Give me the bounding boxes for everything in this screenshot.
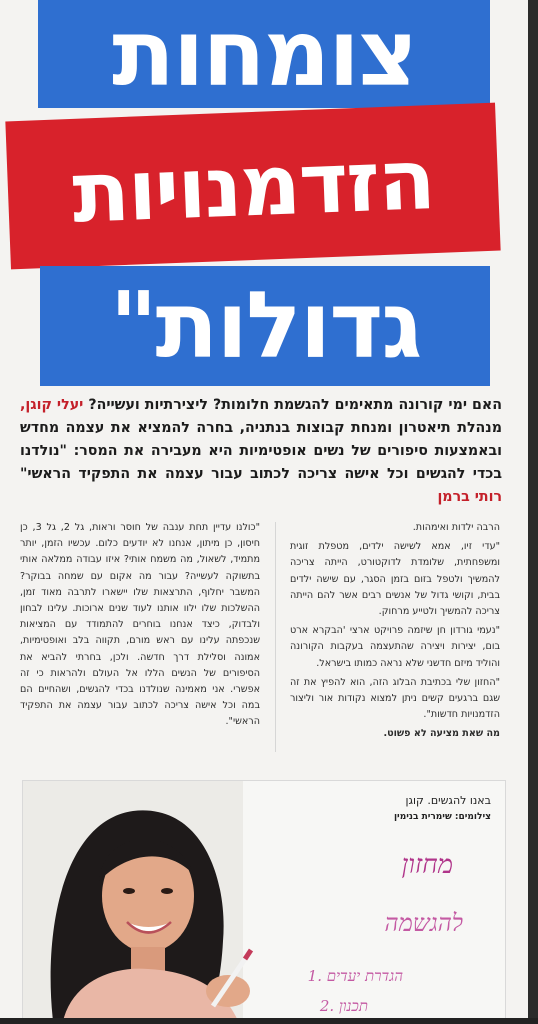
lead-text-end: מנהלת תיאטרון ומנחת קבוצות בנתניה, בחרה להמציא את עצמה מחדש ובאמצעות סיפורים של נשים אופטימיות היא מעבירה את המסר: "נולדנו בכדי להגשים וכל אישה צריכה לכתוב עבור עצמה את התפקיד הראשי"	[20, 420, 502, 482]
author-byline: רותי ברמן	[437, 489, 502, 505]
headline-line-2: הזדמנויות	[70, 130, 436, 242]
page-edge-bottom	[0, 1018, 538, 1024]
paragraph: "כולנו עדיין תחת ענבה של חוסר וראות, גל 2, גל 3, כן חיסון, כן מיתון, אנחנו לא יודעים כלום. עכשיו הזמן, יותר מתמיד, לשאול, מה משמח אותי? איזו עבודה ממלאה אותי בתשוקה לעשייה? עבור מה אקום עם שמחה בבוקר? המשבר יחלוף, התרצאות שלו יישארו לתרבה מאוד זמן, ההשלכות שלו ילוו אותנו לעוד שנים ארוכות. עלינו לבחון ולבדוק, כיצד אנחנו בוחרים להתמודד עם המציאות שנכפתה עלינו עם ראש מורם, תקווה בלב ואופטימיות, אמונה וסלילת דרך חדשה. ולכן, בחרתי להביא את הסיפורים של הנשים הללו אל העולם ולהראות כי זה אפשרי. אני מאמינה שנולדנו בכדי להגשים, ושהחיים הם במה וכל אישה צריכה לכתוב עבור עצמה את התפקיד הראשי".	[20, 522, 261, 728]
article-column-left	[20, 520, 260, 734]
paragraph: "עדי זיו, אמא לשישה ילדים, מטפלת זוגית ומשפחתית, שלומדת לדוקטורט, הייתה צריכה להמשיך ולטפל בזום בזמן הסגר, עם שישה ילדים בבית, וקושי גדול של אנשים רבים אשר להם הייתה צריכה להמשיך ולטייע מרחוק.	[290, 541, 500, 618]
photo-caption: באנו להגשים. קוגן	[405, 794, 491, 807]
whiteboard-line-1: מחזון	[401, 850, 453, 880]
article-photo	[22, 780, 506, 1022]
headline-band-top	[38, 0, 490, 108]
paragraph: "החזון שלי בכתיבת הבלוג הזה, הוא להפיץ את זה שגם ברגעים קשים ניתן למצוא נקודות אור וליצור הזדמנויות חדשות".	[290, 676, 500, 721]
paragraph: הרבה ילדות ואימהות.	[412, 522, 500, 533]
article-column-right	[290, 520, 500, 746]
whiteboard-line-2: להגשמה	[384, 909, 463, 937]
portrait-illustration	[23, 781, 283, 1021]
lead-subject-name: יעלי קוגן,	[20, 397, 84, 413]
lead-paragraph	[20, 394, 502, 509]
column-divider	[275, 522, 276, 752]
page-edge-right	[528, 0, 538, 1024]
headline-line-3: גדולות"	[109, 272, 421, 379]
headline-line-1: צומחות	[112, 0, 416, 107]
headline-band-middle	[5, 103, 500, 270]
lead-text-start: האם ימי קורונה מתאימים להגשמת חלומות? ליצירתיות ועשייה?	[83, 397, 502, 413]
closing-question: מה שאת מציעה לא פשוט.	[383, 728, 500, 740]
photo-caption-block	[394, 793, 491, 825]
photo-credit: צילומים: שימרית בנימין	[393, 812, 491, 822]
paragraph: "נעמי גורדון חן שיזמה פרויקט ארצי 'הבקרא ארט בום, יצירות ויצירה שהתעצמה בעקבות הקורונה והוליד מיזם חדשני שלא נראה כמותו בישראל.	[290, 625, 500, 669]
whiteboard-line-3: 1. הגדרת יעדים	[307, 967, 403, 985]
whiteboard-line-4: 2. תכנון	[319, 997, 368, 1015]
headline-band-bottom	[40, 266, 490, 386]
